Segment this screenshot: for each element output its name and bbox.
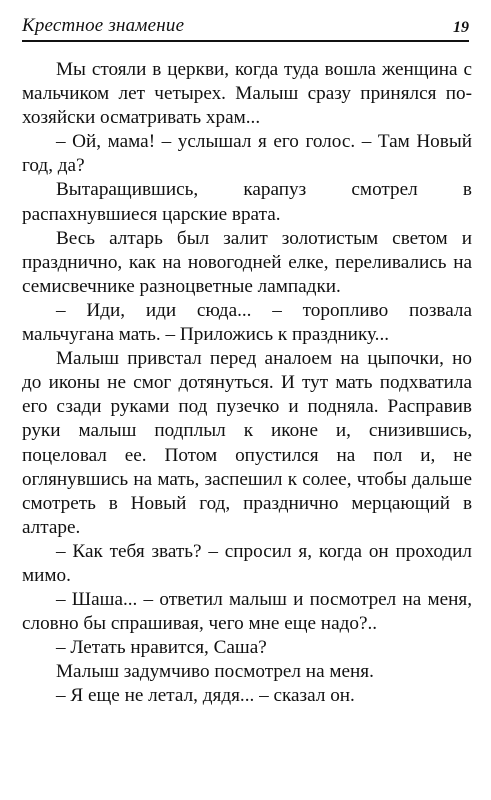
paragraph-10: Малыш задумчиво посмотрел на меня.	[56, 661, 374, 683]
running-title: Крестное знамение	[22, 15, 185, 36]
paragraph-9: – Летать нравится, Саша?	[56, 637, 267, 659]
paragraph-7: – Как тебя звать? – спросил я, когда он проходил мимо.	[22, 540, 472, 586]
paragraph-1: Мы стояли в церкви, когда туда вошла женщина с мальчиком лет четырех. Малыш сразу принялся по-хозяйски осматривать храм...	[22, 59, 472, 129]
paragraph-2: – Ой, мама! – услышал я его голос. – Там Новый год, да?	[22, 131, 472, 177]
paragraph-4: Весь алтарь был залит золотистым светом и празднично, как на новогодней елке, переливались на семисвечнике разноцветные лампадки.	[22, 227, 472, 297]
paragraph-11: – Я еще не летал, дядя... – сказал он.	[56, 685, 355, 707]
body-text	[22, 58, 472, 709]
page-header	[22, 8, 469, 42]
paragraph-5: – Иди, иди сюда... – торопливо позвала мальчугана мать. – Приложись к празднику...	[22, 299, 472, 346]
page-number: 19	[453, 19, 469, 36]
paragraph-3: Вытаращившись, карапуз смотрел в распахнувшиеся царские врата.	[22, 179, 472, 225]
paragraph-8: – Шаша... – ответил малыш и посмотрел на меня, словно бы спрашивая, чего мне еще надо?..	[22, 589, 472, 635]
paragraph-6: Малыш привстал перед аналоем на цыпочки, но до иконы не смог дотянуться. И тут мать подхватила его сзади руками под пузечко и подняла. Расправив руки малыш подплыл к иконе и, снизившись, поцеловал ее. Потом опустился на пол и, не оглянувшись на мать, заспешил к солее, чтобы дальше смотреть в Новый год, празднично мерцающий в алтаре.	[22, 348, 472, 538]
